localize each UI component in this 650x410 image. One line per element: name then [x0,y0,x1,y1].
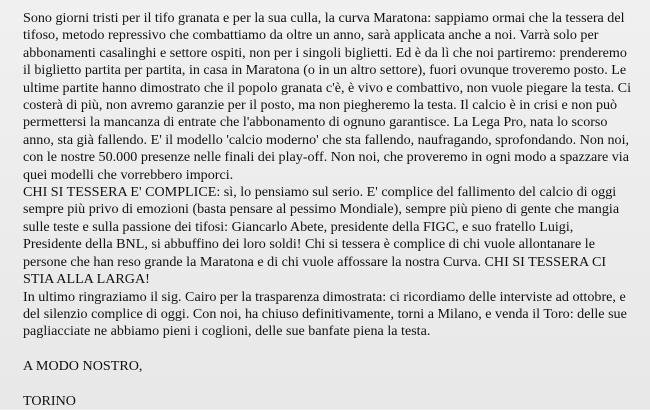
text-line: ultime partite hanno dimostrato che il popolo granata c'è, è vivo e combattivo, non vuole piegare la testa. Ci [23,79,631,96]
text-line: sempre più privo di emozioni (basta pensare al pessimo Mondiale), sempre più pieno di gente che mangia [23,201,620,218]
paragraph-2 [23,184,638,288]
text-line: persone che han reso grande la Maratona e di chi vuole affossare la nostra Curva. CHI SI TESSERA CI [23,253,607,270]
text-line: In ultimo ringraziamo il sig. Cairo per la trasparenza dimostrata: ci ricordiamo delle interviste ad ottobre, e [23,288,626,305]
text-line: anno, sta già fallendo. E' il modello 'calcio moderno' che sta fallendo, naufragando, sprofondando. Non noi, [23,131,630,148]
text-line: sulle teste e sulla passione dei tifosi: Giancarlo Abete, presidente della FIGC, e suo fratello Luigi, [23,218,574,235]
text-line: abbonamenti casalinghi e settore ospiti, non per i singoli biglietti. Ed è da lì che noi partiremo: prenderemo [23,44,627,61]
text-line: del silenzio complice di oggi. Con noi, ha chiuso definitivamente, torni a Milano, e venda il Toro: delle sue [23,305,627,322]
text-line: CHI SI TESSERA E' COMPLICE: sì, lo pensiamo sul serio. E' complice del fallimento del calcio di oggi [23,184,617,201]
text-line: Sono giorni tristi per il tifo granata e per la sua culla, la curva Maratona: sappiamo ormai che la tessera del [23,10,625,26]
signature-line: TORINO [23,392,76,409]
text-line: permettersi la mancanza di entrate che l'abbonamento di ognuno garantisce. La Lega Pro, nata lo scorso [23,114,608,131]
text-line: pagliacciate ne abbiamo pieni i coglioni, delle sue banfate piena la testa. [23,323,431,340]
text-line: STIA ALLA LARGA! [23,271,150,288]
text-line: Presidente della BNL, si abbuffino dei loro soldi! Chi si tessera è complice di chi vuole allontanare le [23,236,595,253]
text-line: costerà di più, non avremo garanzie per il posto, ma non piegheremo la testa. Il calcio è in crisi e non può [23,97,618,114]
spacer [23,341,638,358]
paragraph-3 [23,289,638,341]
text-line: con le nostre 50.000 presenze nelle finali dei play-off. Non noi, che proveremo in ogni modo a spazzare via [23,149,629,166]
text-line: tifoso, metodo repressivo che combattiamo da oltre un anno, sarà applicata anche a noi. Varrà solo per [23,27,599,44]
spacer [23,376,638,393]
paragraph-1 [23,10,638,184]
text-line: quei modelli che vorrebbero imporci. [23,166,234,183]
document-body [23,10,638,341]
closing-line: A MODO NOSTRO, [23,358,143,375]
text-line: il biglietto partita per partita, in casa in Maratona (o in un altro settore), fuori ovunque troveremo posto. Le [23,62,627,79]
